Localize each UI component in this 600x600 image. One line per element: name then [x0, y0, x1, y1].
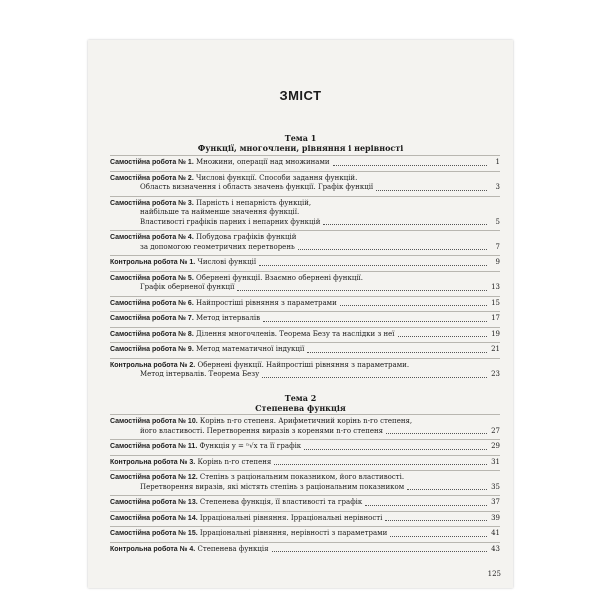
toc-separator: [110, 495, 500, 496]
toc-entry-label: Самостійна робота № 5.: [110, 274, 194, 282]
toc-separator: [110, 439, 500, 440]
page-number: 125: [487, 570, 501, 578]
toc-entry-label: Контрольна робота № 3.: [110, 458, 196, 466]
toc-page-number: 15: [491, 298, 500, 307]
toc-leader-dots: [333, 165, 487, 166]
toc-entry-text: Ірраціональні рівняння, нерівності з параметрами: [197, 529, 388, 537]
toc-leader-dots: [376, 190, 487, 191]
toc-entry-label: Самостійна робота № 6.: [110, 299, 194, 307]
toc-page-number: 41: [491, 529, 500, 537]
toc-leader-dots: [407, 489, 487, 490]
toc-entry-label: Самостійна робота № 8.: [110, 330, 194, 338]
toc-page-number: 39: [491, 513, 500, 522]
toc-leader-dots: [272, 551, 487, 552]
toc-entry-label: Самостійна робота № 14.: [110, 514, 198, 522]
toc-entry-text: його властивості. Перетворення виразів з коренями n-го степеня: [140, 426, 384, 435]
toc-leader-dots: [307, 352, 487, 353]
toc-entry-label: Самостійна робота № 15.: [110, 530, 198, 537]
toc-entry-line: [110, 283, 500, 293]
toc-entry-line: [110, 473, 500, 483]
toc-entry-line: [110, 218, 500, 228]
toc-entry-text: Ірраціональні рівняння. Ірраціональні нерівності: [197, 513, 383, 522]
toc-entry-line: [110, 427, 500, 437]
toc-leader-dots: [262, 377, 487, 378]
toc-entry-label: Контрольна робота № 2.: [110, 361, 196, 369]
toc-entry[interactable]: [110, 174, 500, 193]
toc-separator: [110, 230, 500, 231]
toc-page-number: 21: [491, 345, 500, 353]
toc-entry-label: Самостійна робота № 3.: [110, 199, 194, 207]
toc-entry-label: Самостійна робота № 11.: [110, 443, 198, 450]
toc-entry-line: [110, 243, 500, 253]
toc-page-number: 13: [491, 283, 500, 291]
theme1-label: Тема 1: [284, 133, 317, 143]
toc-entry-label: Контрольна робота № 1.: [110, 259, 196, 266]
toc-separator: [110, 255, 500, 256]
toc-page-number: 7: [495, 242, 500, 251]
toc-entry-line: [110, 158, 500, 168]
toc-entry-label: Самостійна робота № 13.: [110, 499, 198, 506]
toc-entry-line: [110, 299, 500, 309]
toc-entry[interactable]: [110, 442, 500, 452]
toc-entry-line: [110, 314, 500, 324]
toc-entry-line: [110, 498, 500, 508]
toc-entry[interactable]: [110, 473, 500, 492]
toc-entry-label: Самостійна робота № 9.: [110, 346, 194, 353]
toc-separator: [110, 271, 500, 272]
toc-page-number: 5: [495, 217, 500, 226]
toc-entry-text: Числові функції. Способи задання функцій.: [193, 173, 358, 182]
toc-entry-line: [110, 545, 500, 555]
toc-entry[interactable]: [110, 314, 500, 324]
toc-separator: [110, 470, 500, 471]
toc-entry-text: Властивості графіків парних і непарних функцій: [140, 217, 321, 226]
toc-leader-dots: [386, 433, 487, 434]
theme2-name: Степенева функція: [255, 403, 346, 413]
toc-entry-label: Самостійна робота № 10.: [110, 418, 198, 425]
toc-entry-line: [110, 345, 500, 355]
toc-entry[interactable]: [110, 545, 500, 555]
toc-leader-dots: [365, 505, 487, 506]
toc-separator: [110, 327, 500, 328]
toc-separator: [110, 155, 500, 156]
toc-entry-text: за допомогою геометричних перетворень: [140, 242, 295, 251]
toc-page-number: 35: [491, 482, 500, 491]
toc-page-number: 3: [495, 183, 500, 191]
toc-page-number: 23: [491, 370, 500, 378]
book-page: [88, 40, 513, 588]
toc-entry-line: [110, 233, 500, 243]
toc-entry[interactable]: [110, 199, 500, 228]
toc-leader-dots: [323, 224, 487, 225]
toc-page-number: 43: [491, 544, 500, 553]
toc-entry[interactable]: [110, 233, 500, 252]
toc-entry-text: Область визначення і область значень функції. Графік функції: [140, 183, 374, 191]
toc-entry-text: Числові функції: [195, 258, 257, 266]
toc-entry-text: Метод математичної індукції: [193, 345, 305, 353]
toc-entry-text: Степінь з раціональним показником, його властивості.: [197, 473, 405, 481]
toc-leader-dots: [390, 536, 487, 537]
toc-entry-label: Самостійна робота № 7.: [110, 315, 194, 322]
toc-page-number: 9: [495, 258, 500, 266]
toc-page-number: 19: [491, 329, 500, 338]
toc-entry-text: Корінь n-го степеня: [195, 457, 272, 466]
theme1-header: [88, 133, 513, 153]
toc-leader-dots: [274, 464, 487, 465]
toc-entry-text: Ділення многочленів. Теорема Безу та наслідки з неї: [193, 329, 395, 338]
toc-separator: [110, 296, 500, 297]
toc-entry-line: [110, 514, 500, 524]
toc-separator: [110, 542, 500, 543]
toc-leader-dots: [263, 321, 487, 322]
toc-entry-text: Корінь n-го степеня. Арифметичний корінь n-го степеня,: [197, 417, 413, 425]
toc-page-number: 29: [491, 442, 500, 450]
toc-separator: [110, 511, 500, 512]
toc-page-number: 17: [491, 314, 500, 322]
toc-entry-label: Самостійна робота № 4.: [110, 234, 194, 241]
toc-page-number: 27: [491, 426, 500, 435]
toc-entry[interactable]: [110, 458, 500, 468]
toc-entry-line: [110, 199, 500, 209]
toc-entry-line: [110, 208, 500, 218]
toc-entry-line: [110, 274, 500, 284]
toc-entry-line: [110, 330, 500, 340]
toc-entry-line: [110, 417, 500, 427]
toc-entry[interactable]: [110, 498, 500, 508]
toc-entry-text: Парність і непарність функцій,: [193, 198, 312, 207]
toc-entry[interactable]: [110, 417, 500, 436]
toc-entry[interactable]: [110, 361, 500, 380]
toc-entry-line: [110, 183, 500, 193]
toc-entry-text: Множини, операції над множинами: [193, 158, 330, 166]
toc-entry-text: Степенева функція: [195, 544, 269, 553]
toc-entry-text: Графік оберненої функції: [140, 283, 235, 291]
toc-page-number: 37: [491, 498, 500, 506]
toc-entry-line: [110, 174, 500, 184]
toc-entry-line: [110, 483, 500, 493]
toc-separator: [110, 455, 500, 456]
toc-entry-text: Метод інтервалів: [193, 314, 261, 322]
toc-entry[interactable]: [110, 345, 500, 355]
toc-entry-text: Найпростіші рівняння з параметрами: [193, 298, 337, 307]
toc-entry-label: Самостійна робота № 12.: [110, 474, 198, 481]
toc-entry-text: Обернені функції. Взаємно обернені функції.: [193, 273, 364, 282]
toc-separator: [110, 526, 500, 527]
toc-separator: [110, 196, 500, 197]
toc-separator: [110, 171, 500, 172]
toc-leader-dots: [340, 305, 487, 306]
toc-entry-line: [110, 442, 500, 452]
toc-entry[interactable]: [110, 514, 500, 524]
toc-leader-dots: [385, 520, 487, 521]
toc-entry-line: [110, 361, 500, 371]
toc-leader-dots: [237, 290, 487, 291]
toc-separator: [110, 414, 500, 415]
toc-entry-label: Контрольна робота № 4.: [110, 545, 196, 553]
toc-page-number: 1: [495, 158, 500, 166]
toc-entry-line: [110, 529, 500, 539]
toc-leader-dots: [298, 249, 487, 250]
toc-entry[interactable]: [110, 330, 500, 340]
toc-entry-text: Метод інтервалів. Теорема Безу: [140, 370, 260, 378]
toc-entry-text: Степенева функція, її властивості та графік: [197, 498, 363, 506]
toc-entry-text: Перетворення виразів, які містять степінь з раціональним показником: [140, 482, 405, 491]
toc-separator: [110, 358, 500, 359]
toc-entry[interactable]: [110, 299, 500, 309]
toc-separator: [110, 342, 500, 343]
toc-entry-line: [110, 458, 500, 468]
toc-entry-label: Самостійна робота № 1.: [110, 159, 194, 166]
theme2-header: [88, 393, 513, 413]
page-title: ЗМІСТ: [279, 88, 322, 103]
toc-entry[interactable]: [110, 258, 500, 268]
toc-entry[interactable]: [110, 274, 500, 293]
toc-separator: [110, 311, 500, 312]
toc-entry-text: Побудова графіків функцій: [193, 233, 297, 241]
toc-entry-text: Обернені функції. Найпростіші рівняння з параметрами.: [195, 360, 410, 369]
toc-page-number: 31: [491, 457, 500, 466]
toc-entry-line: [110, 370, 500, 380]
toc-entry-line: [110, 258, 500, 268]
toc-leader-dots: [259, 265, 487, 266]
toc-entry[interactable]: [110, 529, 500, 539]
toc-entry-label: Самостійна робота № 2.: [110, 174, 194, 182]
toc-entry-text: найбільше та найменше значення функції.: [140, 208, 300, 216]
toc-leader-dots: [304, 449, 487, 450]
toc-leader-dots: [398, 336, 487, 337]
theme2-label: Тема 2: [284, 393, 317, 403]
toc-entry-text: Функція y = ⁿ√x та її графік: [197, 442, 302, 450]
toc-entry[interactable]: [110, 158, 500, 168]
theme1-name: Функції, многочлени, рівняння і нерівності: [197, 143, 404, 153]
